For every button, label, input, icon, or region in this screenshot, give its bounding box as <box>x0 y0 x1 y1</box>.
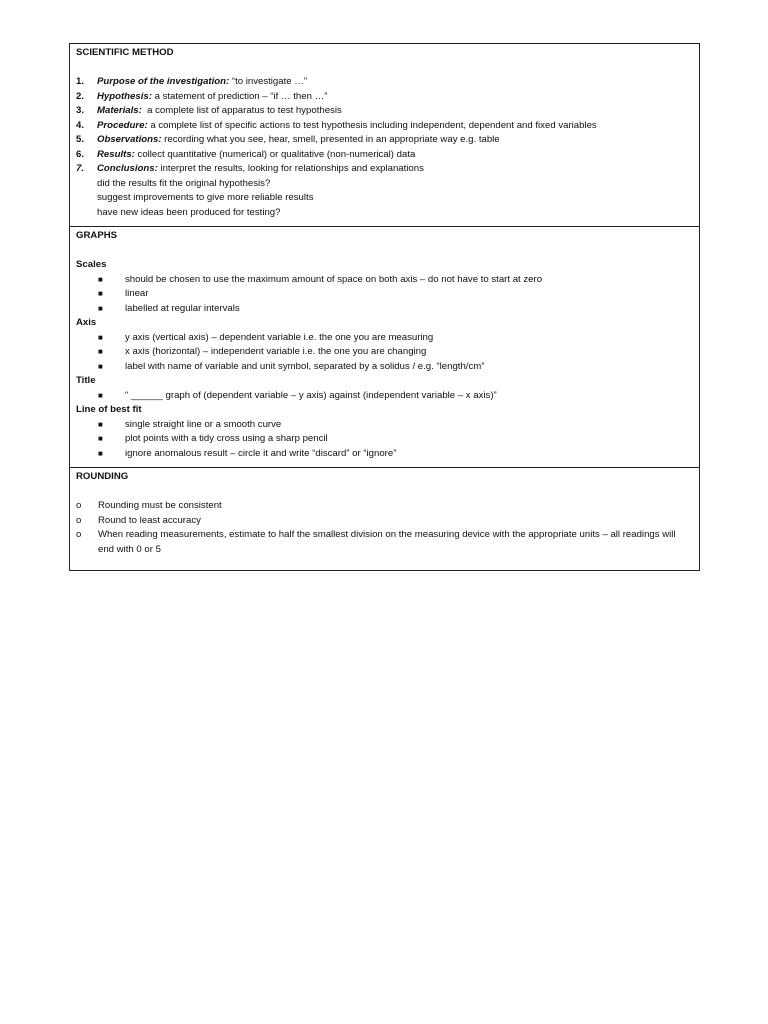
step-term: Purpose of the investigation: <box>97 76 230 87</box>
subsection-title-best-fit: Line of best fit <box>76 404 142 415</box>
method-step <box>76 162 693 177</box>
step-term: Conclusions: <box>97 163 158 174</box>
step-number: 6. <box>76 148 85 160</box>
subsection-title-scales: Scales <box>76 259 107 270</box>
step-text: a complete list of apparatus to test hypothesis <box>141 105 342 116</box>
square-bullet-icon: ■ <box>98 303 103 313</box>
step-number: 7. <box>76 163 85 174</box>
subsection-title-title: Title <box>76 375 96 386</box>
step-term: Materials: <box>97 105 142 116</box>
step-text: collect quantitative (numerical) or qualitative (non-numerical) data <box>134 148 416 160</box>
step-term: Hypothesis: <box>97 90 152 102</box>
section-title: SCIENTIFIC METHOD <box>76 47 174 58</box>
list-item: o When reading measurements, estimate to half the smallest division on the measuring device with the appropriate units – all readings will end with 0 or 5 <box>76 528 693 557</box>
square-bullet-icon: ■ <box>98 289 103 298</box>
circle-bullet-icon: o <box>76 500 82 511</box>
step-number: 3. <box>76 105 85 116</box>
step-number: 5. <box>76 134 85 145</box>
step-term: Results: <box>97 148 135 160</box>
method-step <box>76 75 693 90</box>
method-step <box>76 104 693 119</box>
method-step <box>76 119 693 134</box>
list-item: ■ x axis (horizontal) – independent variable i.e. the one you are changing <box>76 345 693 360</box>
notes-table <box>69 43 700 571</box>
list-item: ■ should be chosen to use the maximum amount of space on both axis – do not have to start at zero <box>76 273 693 288</box>
section-title: ROUNDING <box>76 471 129 482</box>
list-item: ■ labelled at regular intervals <box>76 302 693 317</box>
list-item: ■ y axis (vertical axis) – dependent variable i.e. the one you are measuring <box>76 331 693 346</box>
square-bullet-icon: ■ <box>98 332 103 342</box>
step-number: 1. <box>76 76 85 87</box>
step-text: “to investigate …” <box>229 76 308 87</box>
method-step <box>76 148 693 163</box>
list-item: ■ ignore anomalous result – circle it and write “discard” or “ignore” <box>76 447 693 462</box>
rounding-section <box>70 468 699 570</box>
step-term: Observations: <box>97 134 162 145</box>
step-text: a statement of prediction – “if … then …” <box>151 90 328 102</box>
square-bullet-icon: ■ <box>98 419 103 429</box>
circle-bullet-icon: o <box>76 529 82 540</box>
conclusion-question: suggest improvements to give more reliable results <box>97 192 314 203</box>
square-bullet-icon: ■ <box>98 274 103 284</box>
graphs-section <box>70 227 699 468</box>
list-item: ■ plot points with a tidy cross using a sharp pencil <box>76 432 693 447</box>
subsection-title-axis: Axis <box>76 317 97 328</box>
step-text: a complete list of specific actions to test hypothesis including independent, dependent and fixed variables <box>147 119 597 131</box>
square-bullet-icon: ■ <box>98 434 103 443</box>
square-bullet-icon: ■ <box>98 361 103 371</box>
square-bullet-icon: ■ <box>98 390 103 400</box>
step-number: 4. <box>76 119 85 131</box>
list-item: ■ single straight line or a smooth curve <box>76 418 693 433</box>
list-item: ■ linear <box>76 287 693 302</box>
scientific-method-section <box>70 44 699 227</box>
conclusion-question: did the results fit the original hypothesis? <box>97 177 271 189</box>
method-step <box>76 90 693 105</box>
step-number: 2. <box>76 90 85 102</box>
circle-bullet-icon: o <box>76 514 82 526</box>
list-item: o Round to least accuracy <box>76 514 693 529</box>
step-text: recording what you see, hear, smell, presented in an appropriate way e.g. table <box>161 134 500 145</box>
section-title: GRAPHS <box>76 230 118 241</box>
step-term: Procedure: <box>97 119 148 131</box>
method-step <box>76 133 693 148</box>
list-item: o Rounding must be consistent <box>76 499 693 514</box>
square-bullet-icon: ■ <box>98 347 103 356</box>
step-text: interpret the results, looking for relationships and explanations <box>157 163 424 174</box>
square-bullet-icon: ■ <box>98 448 103 458</box>
list-item: ■ “ ______ graph of (dependent variable – y axis) against (independent variable – x axis)” <box>76 389 693 404</box>
list-item: ■ label with name of variable and unit symbol, separated by a solidus / e.g. “length/cm” <box>76 360 693 375</box>
conclusion-question: have new ideas been produced for testing? <box>97 206 281 218</box>
